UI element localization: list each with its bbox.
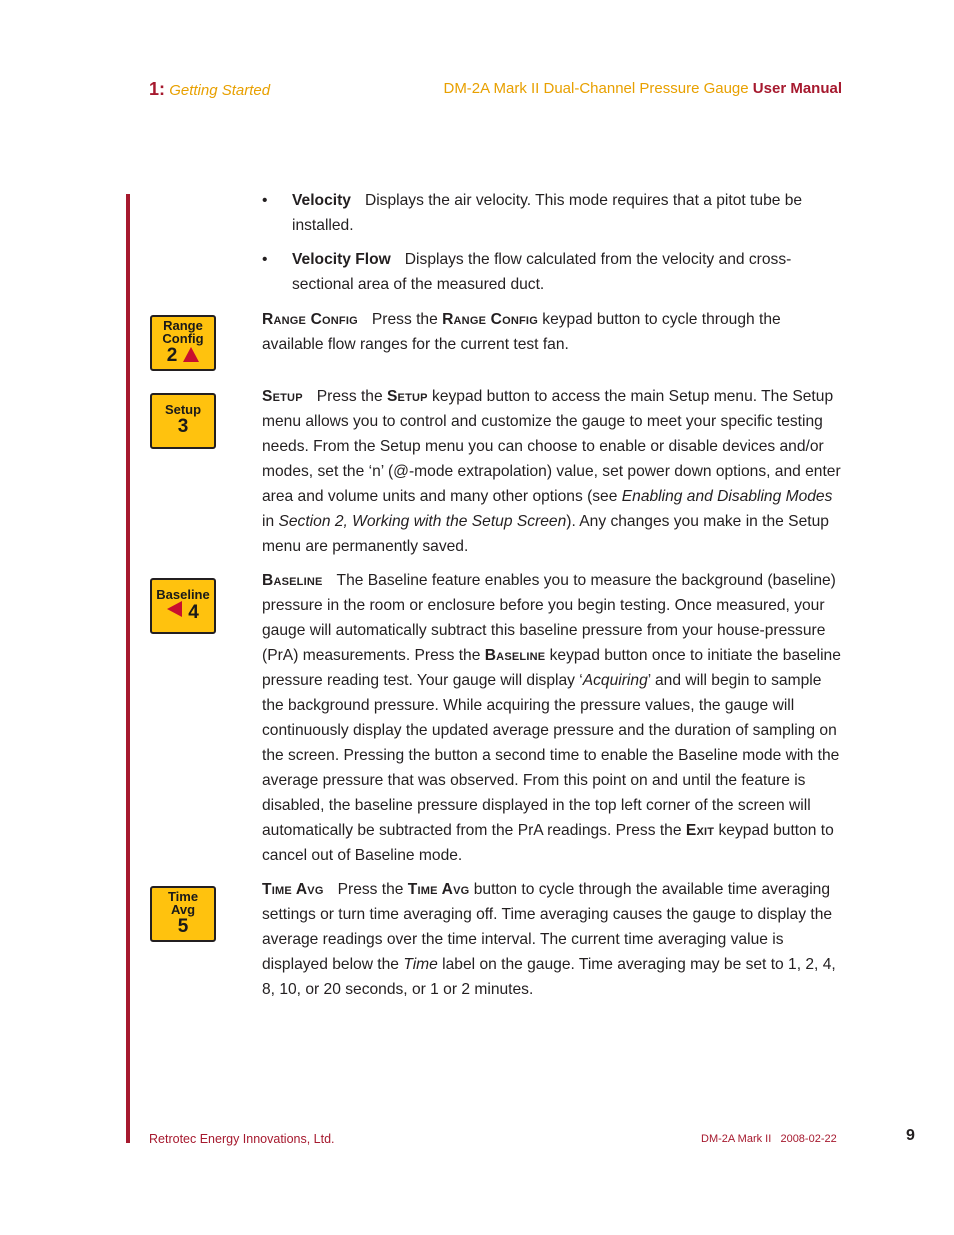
document-title: DM-2A Mark II Dual-Channel Pressure Gauge xyxy=(443,80,749,97)
footer-doc-ref: DM-2A Mark II 2008-02-22 xyxy=(701,1133,837,1145)
key-label: Time xyxy=(167,889,199,904)
key-label: Config xyxy=(162,331,204,346)
body-text: in xyxy=(262,513,279,530)
key-label: Avg xyxy=(170,902,196,917)
footer-company: Retrotec Energy Innovations, Ltd. xyxy=(149,1132,335,1146)
key-number: 2 xyxy=(166,345,178,366)
bullet-item-velocity xyxy=(262,188,842,238)
section-heading: Setup xyxy=(262,388,303,405)
bullet-term: Velocity xyxy=(292,192,351,209)
body-text: ). Any changes you make in the Setup menu are permanently saved. xyxy=(262,513,829,555)
header-chapter xyxy=(149,78,270,102)
key-label: Setup xyxy=(164,402,202,417)
page-number: 9 xyxy=(906,1127,915,1144)
range-config-key-icon xyxy=(150,315,216,371)
keyword: Exit xyxy=(685,822,715,839)
body-text: keypad button to access the main Setup menu. The Setup menu allows you to control and customize the gauge to meet your specific testing needs. From the Setup menu you can choose to enable or disable devices and/or modes, set the ‘n’ (@-mode extrapolation) value, set power down options, and enter area and volume units and many other options (see xyxy=(262,388,841,505)
bullet-term: Velocity Flow xyxy=(292,251,391,268)
setup-paragraph xyxy=(262,384,842,559)
key-label: Baseline xyxy=(156,587,210,602)
baseline-key-icon xyxy=(150,578,216,634)
margin-rule xyxy=(126,194,130,1143)
keyword: Setup xyxy=(386,388,428,405)
manual-label: User Manual xyxy=(752,80,842,97)
left-arrow-icon xyxy=(167,601,182,617)
time-avg-paragraph xyxy=(262,877,842,1002)
up-arrow-icon xyxy=(183,347,199,362)
bullet-dot: • xyxy=(262,251,268,268)
key-number: 5 xyxy=(177,916,189,937)
section-heading: Time Avg xyxy=(262,881,324,898)
body-text: keypad button to cycle through the available flow ranges for the current test fan. xyxy=(262,311,781,353)
bullet-item-velocity-flow xyxy=(262,247,842,297)
keyword: Range Config xyxy=(442,311,538,328)
body-text: keypad button to cancel out of Baseline mode. xyxy=(262,822,834,864)
key-label: Range xyxy=(163,318,203,333)
section-heading: Baseline xyxy=(262,572,323,589)
setup-key-icon xyxy=(150,393,216,449)
time-avg-key-icon xyxy=(150,886,216,942)
header-document xyxy=(443,78,842,100)
bullet-text: Displays the air velocity. This mode requires that a pitot tube be installed. xyxy=(292,192,803,234)
bullet-text: Displays the flow calculated from the velocity and cross-sectional area of the measured duct. xyxy=(292,251,792,293)
body-text: Press the xyxy=(337,881,408,898)
key-number: 3 xyxy=(177,416,189,437)
baseline-paragraph xyxy=(262,568,842,868)
body-text: keypad button once to initiate the baseline pressure reading test. Your gauge will display ‘ xyxy=(262,647,841,689)
body-text: The Baseline feature enables you to measure the background (baseline) pressure in the room or enclosure before you begin testing. Once measured, your gauge will automatically subtract this baseline pressure from your house-pressure (PrA) measurements. Press the xyxy=(262,572,836,664)
reference-italic: Enabling and Disabling Modes xyxy=(621,488,833,505)
chapter-title: Getting Started xyxy=(169,82,271,99)
keyword: Baseline xyxy=(484,647,546,664)
body-text: button to cycle through the available time averaging settings or turn time averaging off. Time averaging causes the gauge to display the average readings over the time interval. The current time averaging value is displayed below the xyxy=(262,881,833,973)
label-italic: Time xyxy=(403,956,438,973)
keyword: Time Avg xyxy=(407,881,470,898)
section-heading: Range Config xyxy=(262,311,358,328)
body-text: Press the xyxy=(316,388,387,405)
key-number: 4 xyxy=(188,602,199,623)
chapter-number: 1: xyxy=(149,79,166,99)
body-text: label on the gauge. Time averaging may be set to 1, 2, 4, 8, 10, or 20 seconds, or 1 or 2 minutes. xyxy=(262,956,836,998)
bullet-dot: • xyxy=(262,192,268,209)
body-text: ’ and will begin to sample the background pressure. While acquiring the pressure values, the gauge will continuously display the updated average pressure and the duration of sampling on the screen. Pressing the button a second time to enable the Baseline mode with the average pressure that was observed. From this point on and until the feature is disabled, the baseline pressure displayed in the top left corner of the screen will automatically be subtracted from the PrA readings. Press the xyxy=(262,672,840,839)
reference-italic: Section 2, Working with the Setup Screen xyxy=(278,513,567,530)
range-config-paragraph xyxy=(262,307,842,357)
status-italic: Acquiring xyxy=(582,672,648,689)
body-text: Press the xyxy=(371,311,443,328)
